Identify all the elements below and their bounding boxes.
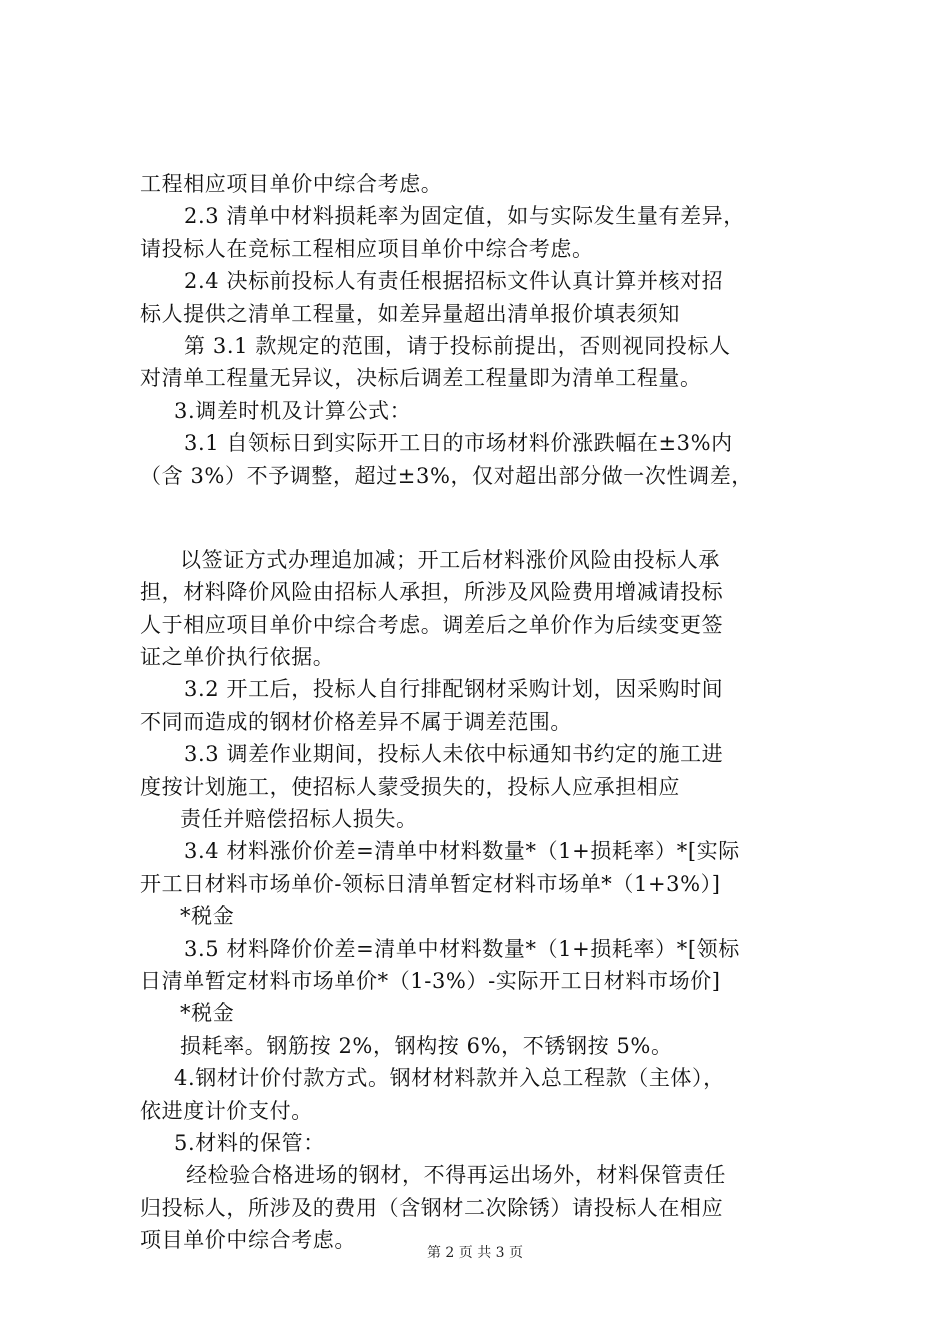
text-line: 度按计划施工，使招标人蒙受损失的，投标人应承担相应 xyxy=(140,774,680,799)
text-line: 依进度计价支付。 xyxy=(140,1098,313,1123)
text-line: 不同而造成的钢材价格差异不属于调差范围。 xyxy=(140,709,572,734)
text-line: *税金 xyxy=(180,1001,235,1026)
text-line: 第 3.1 款规定的范围，请于投标前提出，否则视同投标人 xyxy=(184,333,731,358)
text-line: 经检验合格进场的钢材，不得再运出场外，材料保管责任 xyxy=(186,1163,726,1188)
body-text xyxy=(140,168,830,1257)
text-line: 开工日材料市场单价-领标日清单暂定材料市场单*（1+3%）] xyxy=(140,871,721,896)
text-line: 责任并赔偿招标人损失。 xyxy=(180,807,418,832)
text-line: 3.3 调差作业期间，投标人未依中标通知书约定的施工进 xyxy=(184,742,724,767)
text-line: 请投标人在竞标工程相应项目单价中综合考虑。 xyxy=(140,236,594,261)
text-line: 工程相应项目单价中综合考虑。 xyxy=(140,172,443,196)
text-line: 3.4 材料涨价价差=清单中材料数量*（1+损耗率）*[实际 xyxy=(184,839,740,864)
text-line: 3.5 材料降价价差=清单中材料数量*（1+损耗率）*[领标 xyxy=(184,936,740,961)
text-line: （含 3%）不予调整，超过±3%，仅对超出部分做一次性调差， xyxy=(140,463,753,488)
text-line: 4.钢材计价付款方式。钢材材料款并入总工程款（主体）， xyxy=(174,1066,725,1091)
text-line: 3.调差时机及计算公式： xyxy=(174,398,412,423)
text-line: 担，材料降价风险由招标人承担，所涉及风险费用增减请投标 xyxy=(140,580,724,605)
text-line: 归投标人，所涉及的费用（含钢材二次除锈）请投标人在相应 xyxy=(140,1195,724,1220)
text-line: 人于相应项目单价中综合考虑。调差后之单价作为后续变更签 xyxy=(140,612,724,637)
text-line: 标人提供之清单工程量，如差异量超出清单报价填表须知 xyxy=(140,301,680,326)
text-line: 5.材料的保管： xyxy=(174,1130,325,1155)
text-line: 损耗率。钢筋按 2%，钢构按 6%，不锈钢按 5%。 xyxy=(180,1033,673,1058)
text-line: 以签证方式办理追加减；开工后材料涨价风险由投标人承 xyxy=(180,547,720,572)
text-line: 3.2 开工后，投标人自行排配钢材采购计划，因采购时间 xyxy=(184,677,724,702)
text-line: 项目单价中综合考虑。 xyxy=(140,1228,356,1253)
text-line: 2.3 清单中材料损耗率为固定值，如与实际发生量有差异， xyxy=(184,204,745,229)
text-line: 对清单工程量无异议，决标后调差工程量即为清单工程量。 xyxy=(140,366,702,391)
text-line: 3.1 自领标日到实际开工日的市场材料价涨跌幅在±3%内 xyxy=(184,431,733,456)
text-line: 日清单暂定材料市场单价*（1-3%）-实际开工日材料市场价] xyxy=(140,968,721,993)
page-footer: 第 2 页 共 3 页 xyxy=(426,1245,524,1261)
text-line: 证之单价执行依据。 xyxy=(140,645,335,670)
text-line: *税金 xyxy=(180,904,235,929)
text-line: 2.4 决标前投标人有责任根据招标文件认真计算并核对招 xyxy=(184,269,724,294)
paragraph-gap xyxy=(140,492,830,544)
